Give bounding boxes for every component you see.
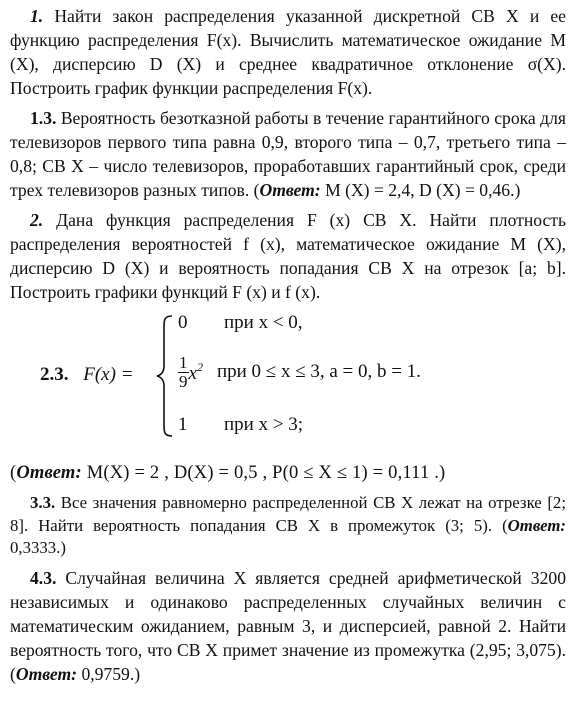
fraction-numerator: 1 <box>179 353 188 372</box>
problem-2-3-answer-label: Ответ: <box>16 463 82 483</box>
task2-paragraph <box>10 208 566 304</box>
case-2-condition: при 0 ≤ x ≤ 3, a = 0, b = 1. <box>216 360 421 382</box>
case-1-value: 0 <box>178 312 188 333</box>
problem-4-3-answer-label: Ответ: <box>15 663 78 684</box>
task1-number: 1. <box>30 6 44 26</box>
task2-number: 2. <box>30 210 44 230</box>
problem-3-3 <box>10 492 566 560</box>
problem-4-3-text: Случайная величина X является средней арифметической 3200 независимых и одинаково распределенных случайных величин с математическим ожиданием, равным 3, и дисперсией, равной 2. Найти вероятность того, что СВ X примет значение из промежутка (2,95; 3,075). <box>10 567 566 660</box>
case-2-exponent: 2 <box>196 360 203 374</box>
problem-1-3-answer-open: ( <box>253 180 260 200</box>
problem-3-3-text: Все значения равномерно распределенной СВ X лежат на отрезке [2; 8]. Найти вероятность попадания СВ X в промежуток (3; 5). <box>10 493 566 535</box>
case-2-fraction <box>178 354 189 391</box>
problem-3-3-answer-label: Ответ: <box>507 515 566 535</box>
piecewise-formula <box>10 306 566 456</box>
problem-4-3-number: 4.3. <box>30 567 57 588</box>
fraction-denominator: 9 <box>179 372 188 391</box>
problem-2-3-answer-value: M(X) = 2 , D(X) = 0,5 , P(0 ≤ X ≤ 1) = 0,111 .) <box>86 463 446 483</box>
problem-1-3-number: 1.3. <box>30 108 57 128</box>
problem-3-3-number: 3.3. <box>30 493 56 512</box>
problem-3-3-answer-value: 0,3333.) <box>10 538 66 557</box>
formula-case-3 <box>178 414 303 436</box>
case-3-condition: при x > 3; <box>224 414 304 435</box>
problem-4-3 <box>10 566 566 686</box>
task1-paragraph <box>10 4 566 100</box>
task1-text: Найти закон распределения указанной дискретной СВ X и ее функцию распределения F(x). Вычислить математическое ожидание M (X), дисперсию D (X) и среднее квадратичное отклонение σ(X). Построить график функции распределения F(x). <box>10 6 566 98</box>
problem-4-3-answer-value: 0,9759.) <box>81 663 141 684</box>
formula-function: F(x) = <box>83 364 134 385</box>
problem-2-3-number: 2.3. <box>40 364 69 385</box>
case-3-value: 1 <box>178 414 188 435</box>
problem-2-3-answer <box>10 460 566 486</box>
left-brace-icon <box>156 314 174 438</box>
problem-1-3-text: Вероятность безотказной работы в течение гарантийного срока для телевизоров первого типа равна 0,9, второго типа – 0,7, третьего типа – 0,8; СВ X – число телевизоров, проработавших гарантийный срок, среди трех телевизоров разных типов. <box>10 108 566 200</box>
problem-1-3 <box>10 106 566 202</box>
case-1-condition: при x < 0, <box>224 312 303 333</box>
problem-2-3-answer-open: ( <box>10 463 17 483</box>
formula-case-2 <box>178 354 421 391</box>
problem-4-3-answer-open: ( <box>10 663 16 684</box>
problem-3-3-answer-open: ( <box>502 515 508 535</box>
formula-case-1 <box>178 312 303 334</box>
formula-lhs <box>40 364 134 386</box>
problem-1-3-answer-label: Ответ: <box>259 180 321 200</box>
case-2-variable: x <box>188 363 197 384</box>
task2-text: Дана функция распределения F (x) СВ X. Найти плотность распределения вероятностей f (x), математическое ожидание M (X), дисперсию D (X) и вероятность попадания СВ X на отрезок [a; b]. Построить графики функций F (x) и f (x). <box>10 210 566 302</box>
problem-1-3-answer-value: M (X) = 2,4, D (X) = 0,46.) <box>325 180 521 200</box>
case-2-power <box>189 360 203 385</box>
